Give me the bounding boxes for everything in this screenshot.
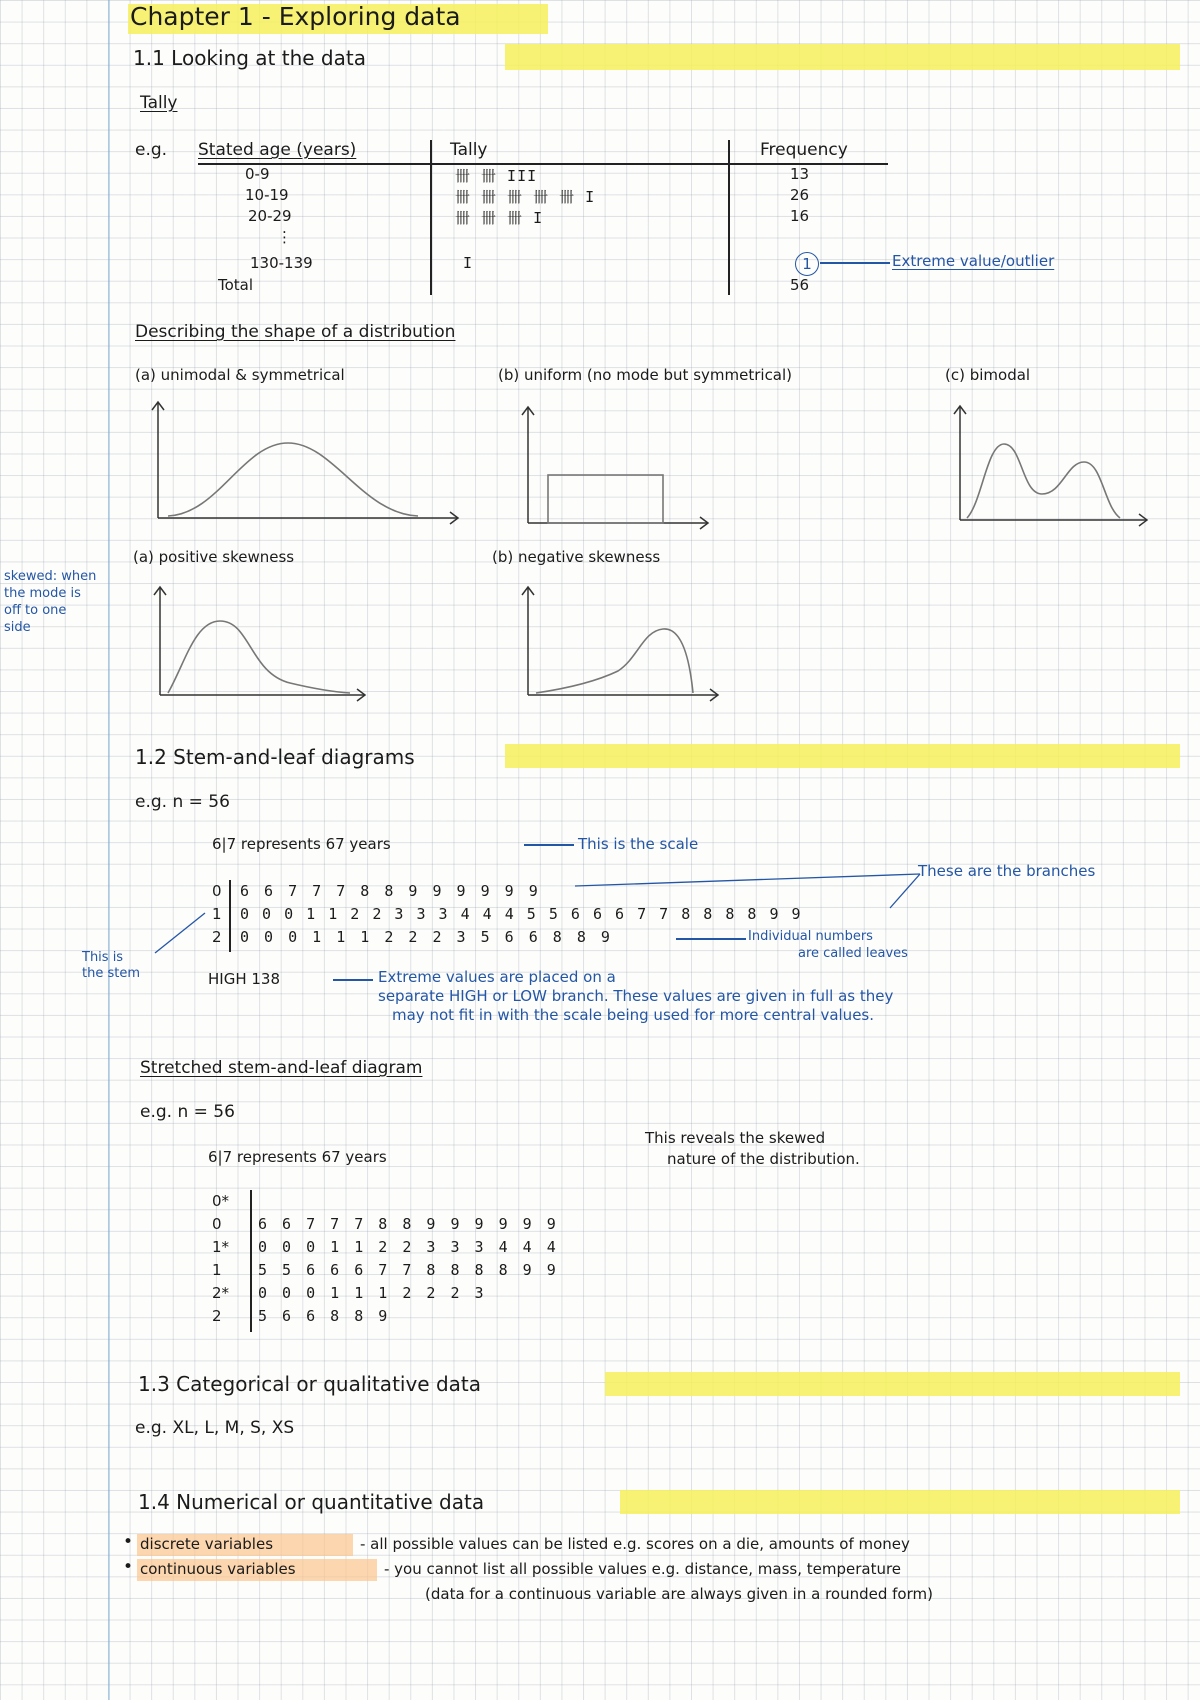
continuous-text: - you cannot list all possible values e.g. distance, mass, temperature — [384, 1560, 902, 1578]
tally-col-tally: Tally — [450, 140, 488, 160]
tally-col-age: Stated age (years) — [198, 140, 357, 160]
section-1-3-heading: 1.3 Categorical or qualitative data — [138, 1372, 482, 1396]
stretched-leaves-1: 6 6 7 7 7 8 8 9 9 9 9 9 9 — [258, 1215, 559, 1233]
stretched-stem-3: 1 — [212, 1261, 222, 1279]
uniform-graph — [518, 398, 718, 533]
stem-leaf-key: 6|7 represents 67 years — [212, 835, 391, 853]
outlier-circle: 1 — [795, 252, 819, 276]
stem-leaf-eg-n: e.g. n = 56 — [135, 792, 230, 812]
margin-line — [108, 0, 110, 1700]
chapter-title: Chapter 1 - Exploring data — [130, 2, 461, 31]
shape-c-label: (c) bimodal — [945, 366, 1031, 384]
stretched-leaves-2: 0 0 0 1 1 2 2 3 3 3 4 4 4 — [258, 1238, 559, 1256]
tally-eg: e.g. — [135, 140, 168, 160]
shape-a-label: (a) unimodal & symmetrical — [135, 366, 345, 384]
skew-margin-note: skewed: when the mode is off to one side — [4, 569, 97, 635]
stretched-divider — [250, 1190, 252, 1332]
stretched-stem-1: 0 — [212, 1215, 222, 1233]
outlier-note: Extreme value/outlier — [892, 252, 1055, 270]
shape-heading: Describing the shape of a distribution — [135, 322, 456, 342]
bullet-2: • — [123, 1557, 134, 1577]
continuous-label: continuous variables — [140, 1560, 296, 1578]
leaves-note: Individual numbers are called leaves — [748, 929, 908, 961]
tally-freq-2: 16 — [790, 207, 810, 225]
tally-divider-2 — [728, 140, 730, 295]
s1-1-highlight — [505, 44, 1180, 70]
section-1-2-heading: 1.2 Stem-and-leaf diagrams — [135, 745, 415, 769]
high-note: Extreme values are placed on a separate HIGH or LOW branch. These values are given in full as they may not fit in with the scale being used for more central values. — [378, 968, 894, 1024]
unimodal-graph — [148, 398, 468, 533]
stem-note: This is the stem — [82, 950, 140, 981]
leaves-0: 6 6 7 7 7 8 8 9 9 9 9 9 9 — [240, 882, 541, 900]
neg-skew-label: (b) negative skewness — [492, 548, 661, 566]
s1-3-highlight — [605, 1372, 1180, 1396]
stem-divider — [229, 880, 231, 952]
stretched-eg-n: e.g. n = 56 — [140, 1102, 235, 1122]
scale-arrow — [524, 844, 574, 846]
s1-4-highlight — [620, 1490, 1180, 1514]
negative-skew-graph — [518, 583, 728, 708]
tally-heading: Tally — [140, 93, 178, 113]
tally-divider-1 — [430, 140, 432, 295]
shape-b-label: (b) uniform (no mode but symmetrical) — [498, 366, 793, 384]
pos-skew-label: (a) positive skewness — [133, 548, 295, 566]
tally-freq-0: 13 — [790, 165, 810, 183]
stretched-stem-2: 1* — [212, 1238, 230, 1256]
scale-note: This is the scale — [578, 835, 699, 853]
discrete-label: discrete variables — [140, 1535, 274, 1553]
outlier-pointer-line — [820, 262, 890, 264]
stretched-note: This reveals the skewed nature of the distribution. — [645, 1129, 860, 1168]
tally-total-label: Total — [218, 276, 254, 294]
continuous-note: (data for a continuous variable are always given in a rounded form) — [425, 1585, 933, 1603]
positive-skew-graph — [150, 583, 370, 708]
bimodal-graph — [952, 402, 1152, 537]
branches-note: These are the branches — [918, 862, 1096, 880]
tally-marks-2: 卌 卌 卌 I — [455, 209, 544, 227]
leaves-2: 0 0 0 1 1 1 2 2 2 3 5 6 6 8 8 9 — [240, 928, 613, 946]
stretched-stem-4: 2* — [212, 1284, 230, 1302]
tally-age-4: 130-139 — [250, 254, 313, 272]
tally-header-rule — [198, 163, 888, 165]
discrete-text: - all possible values can be listed e.g. scores on a die, amounts of money — [360, 1535, 910, 1553]
tally-age-3: ⋮ — [277, 228, 292, 246]
stretched-leaves-3: 5 5 6 6 6 7 7 8 8 8 8 9 9 — [258, 1261, 559, 1279]
tally-marks-4: I — [463, 254, 474, 272]
tally-freq-1: 26 — [790, 186, 810, 204]
stretched-stem-0: 0* — [212, 1192, 230, 1210]
leaves-arrow — [676, 938, 746, 940]
tally-age-1: 10-19 — [245, 186, 289, 204]
leaves-1: 0 0 0 1 1 2 2 3 3 3 4 4 4 5 5 6 6 6 7 7 8 8 8 8 9 9 — [240, 905, 803, 923]
section-1-1-heading: 1.1 Looking at the data — [133, 46, 366, 70]
bullet-1: • — [123, 1532, 134, 1552]
stem-2: 2 — [212, 928, 222, 946]
stretched-heading: Stretched stem-and-leaf diagram — [140, 1058, 423, 1078]
stretched-key: 6|7 represents 67 years — [208, 1148, 387, 1166]
stretched-leaves-4: 0 0 0 1 1 1 2 2 2 3 — [258, 1284, 487, 1302]
stem-arrow — [150, 905, 210, 960]
s1-2-highlight — [505, 744, 1180, 768]
tally-marks-1: 卌 卌 卌 卌 卌 I — [455, 188, 596, 206]
tally-col-freq: Frequency — [760, 140, 848, 160]
stretched-stem-5: 2 — [212, 1307, 222, 1325]
categorical-example: e.g. XL, L, M, S, XS — [135, 1418, 295, 1438]
high-arrow — [333, 979, 373, 981]
section-1-4-heading: 1.4 Numerical or quantitative data — [138, 1490, 485, 1514]
tally-marks-0: 卌 卌 III — [455, 167, 538, 185]
tally-total-value: 56 — [790, 276, 810, 294]
tally-age-2: 20-29 — [248, 207, 292, 225]
stem-1: 1 — [212, 905, 222, 923]
tally-age-0: 0-9 — [245, 165, 270, 183]
stem-0: 0 — [212, 882, 222, 900]
high-branch: HIGH 138 — [208, 970, 281, 988]
stretched-leaves-5: 5 6 6 8 8 9 — [258, 1307, 391, 1325]
